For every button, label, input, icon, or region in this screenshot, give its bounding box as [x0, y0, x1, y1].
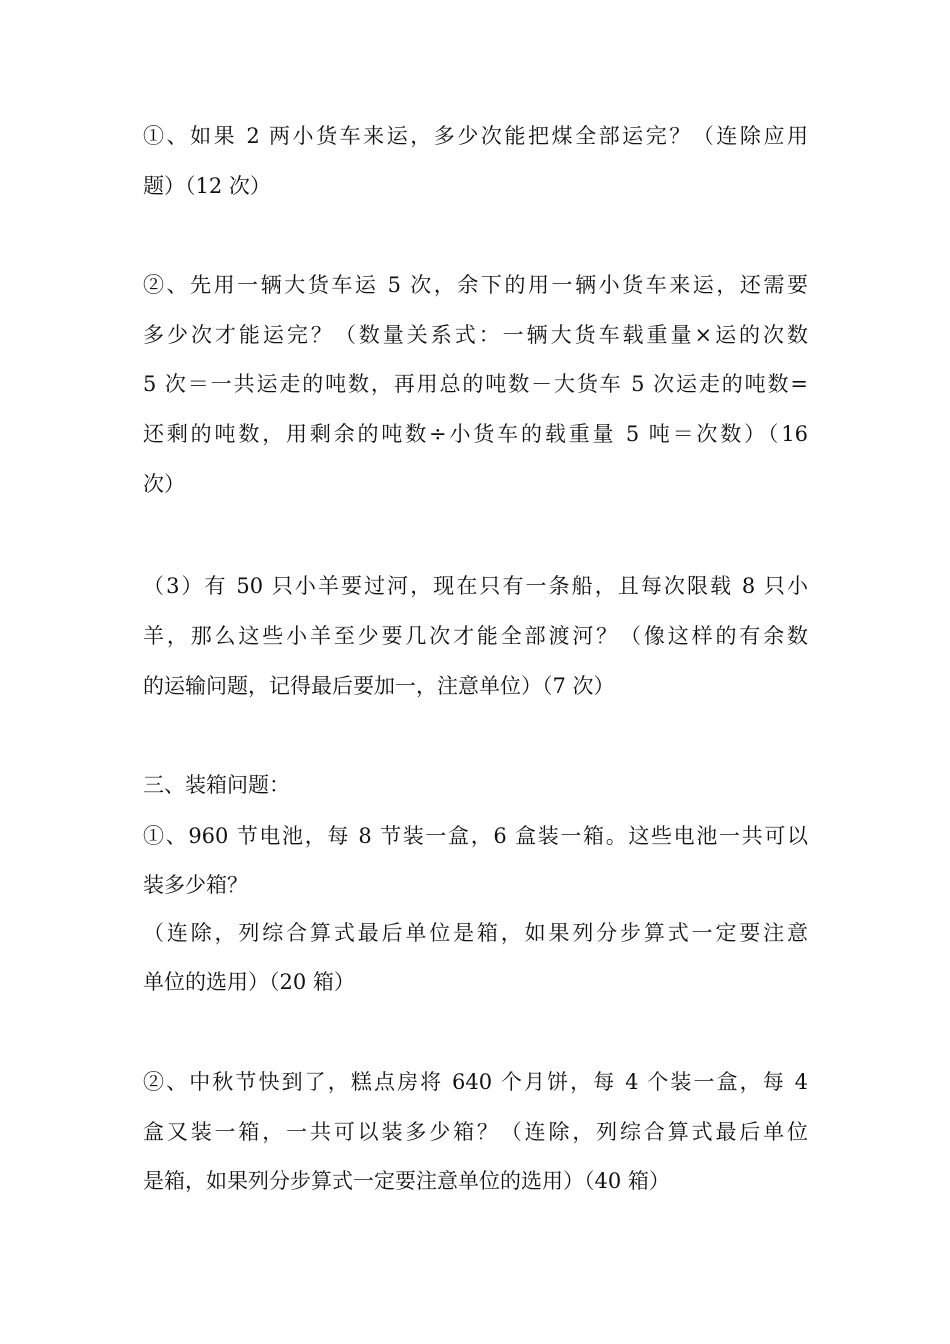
question-2-line-1: ②、先用一辆大货车运 5 次，余下的用一辆小货车来运，还需要	[143, 273, 808, 297]
boxing-question-2-line-1: ②、中秋节快到了，糕点房将 640 个月饼，每 4 个装一盒，每 4	[143, 1070, 808, 1094]
question-2-line-5: 次）	[143, 472, 185, 496]
boxing-question-1-line-3: （连除，列综合算式最后单位是箱，如果列分步算式一定要注意	[143, 921, 808, 945]
question-1-line-2: 题）（12 次）	[143, 174, 271, 198]
boxing-question-2-line-3: 是箱，如果列分步算式一定要注意单位的选用）（40 箱）	[143, 1169, 670, 1193]
boxing-question-2-line-2: 盒又装一箱，一共可以装多少箱？（连除，列综合算式最后单位	[143, 1120, 808, 1144]
question-3-line-1: （3）有 50 只小羊要过河，现在只有一条船，且每次限载 8 只小	[143, 574, 808, 598]
boxing-question-1-line-1: ①、960 节电池，每 8 节装一盒，6 盒装一箱。这些电池一共可以	[143, 824, 808, 848]
section-heading: 三、装箱问题：	[143, 773, 290, 797]
question-2-line-4: 还剩的吨数，用剩余的吨数÷小货车的载重量 5 吨＝次数）（16	[143, 422, 808, 446]
question-3-line-2: 羊，那么这些小羊至少要几次才能全部渡河？（像这样的有余数	[143, 624, 808, 648]
question-2-line-2: 多少次才能运完？（数量关系式：一辆大货车载重量×运的次数	[143, 323, 808, 347]
boxing-question-1-line-2: 装多少箱？	[143, 873, 248, 897]
question-3-line-3: 的运输问题，记得最后要加一，注意单位）（7 次）	[143, 674, 615, 698]
question-2-line-3: 5 次＝一共运走的吨数，再用总的吨数－大货车 5 次运走的吨数=	[143, 372, 808, 396]
boxing-question-1-line-4: 单位的选用）（20 箱）	[143, 970, 355, 994]
question-1-line-1: ①、如果 2 两小货车来运，多少次能把煤全部运完？（连除应用	[143, 124, 808, 148]
